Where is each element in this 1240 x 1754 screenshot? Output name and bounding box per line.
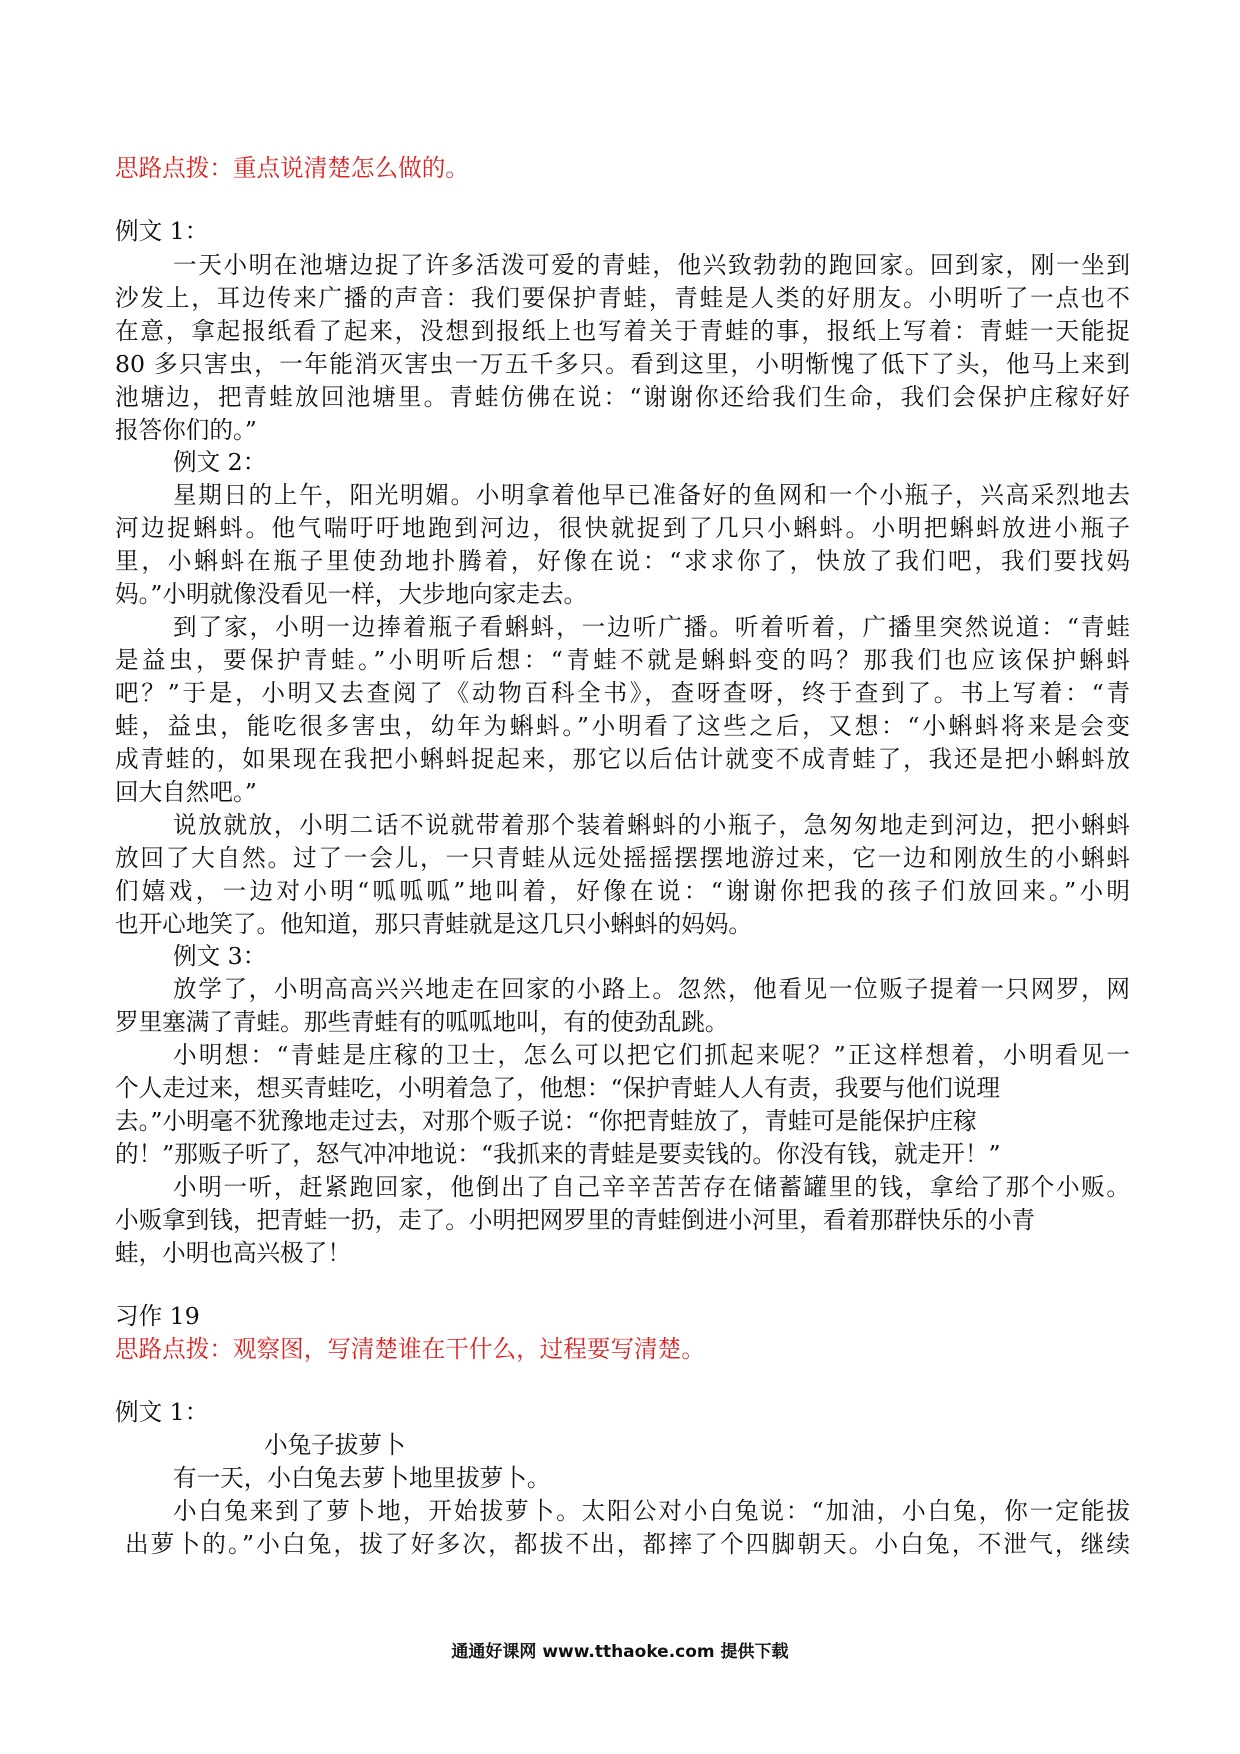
paragraph-line: 放学了，小明高高兴兴地走在回家的小路上。忽然，他看见一位贩子提着一只网罗，网 <box>173 975 1130 1003</box>
paragraph-line: 星期日的上午，阳光明媚。小明拿着他早已准备好的鱼网和一个小瓶子，兴高采烈地去 <box>173 481 1130 509</box>
paragraph-line: 成青蛙的，如果现在我把小蝌蚪捉起来，那它以后估计就变不成青蛙了，我还是把小蝌蚪放 <box>115 745 1130 773</box>
example-label: 例文 1： <box>115 1398 209 1426</box>
paragraph-line: 报答你们的。” <box>115 416 257 444</box>
paragraph-line: 回大自然吧。” <box>115 778 257 806</box>
hint-text: 思路点拨：观察图，写清楚谁在干什么，过程要写清楚。 <box>115 1335 705 1363</box>
paragraph-line: 说放就放，小明二话不说就带着那个装着蝌蚪的小瓶子，急匆匆地走到河边，把小蝌蚪 <box>173 811 1130 839</box>
hint-text: 思路点拨：重点说清楚怎么做的。 <box>115 154 469 182</box>
paragraph-line: 个人走过来，想买青蛙吃，小明着急了，他想：“保护青蛙人人有责，我要与他们说理 <box>115 1074 1001 1102</box>
example-label: 例文 1： <box>115 217 209 245</box>
paragraph-line: 们嬉戏，一边对小明“呱呱呱”地叫着，好像在说：“谢谢你把我的孩子们放回来。”小明 <box>115 877 1130 905</box>
paragraph-line: 小明一听，赶紧跑回家，他倒出了自己辛辛苦苦存在储蓄罐里的钱，拿给了那个小贩。 <box>173 1173 1130 1201</box>
paragraph-line: 小白兔来到了萝卜地，开始拔萝卜。太阳公对小白兔说：“加油，小白兔，你一定能拔 <box>173 1497 1130 1525</box>
paragraph-line: 去。”小明毫不犹豫地走过去，对那个贩子说：“你把青蛙放了，青蛙可是能保护庄稼 <box>115 1107 977 1135</box>
paragraph-line: 蛙，小明也高兴极了！ <box>115 1239 351 1267</box>
paragraph-line: 在意，拿起报纸看了起来，没想到报纸上也写着关于青蛙的事，报纸上写着：青蛙一天能捉 <box>115 317 1130 345</box>
paragraph-line: 沙发上，耳边传来广播的声音：我们要保护青蛙，青蛙是人类的好朋友。小明听了一点也不 <box>115 284 1130 312</box>
paragraph-line: 也开心地笑了。他知道，那只青蛙就是这几只小蝌蚪的妈妈。 <box>115 910 753 938</box>
paragraph-line: 小明想：“青蛙是庄稼的卫士，怎么可以把它们抓起来呢？”正这样想着，小明看见一 <box>173 1041 1130 1069</box>
paragraph-line: 里，小蝌蚪在瓶子里使劲地扑腾着，好像在说：“求求你了，快放了我们吧，我们要找妈 <box>115 547 1130 575</box>
paragraph-line: 一天小明在池塘边捉了许多活泼可爱的青蛙，他兴致勃勃的跑回家。回到家，刚一坐到 <box>173 251 1130 279</box>
example-label: 例文 2： <box>173 448 267 476</box>
paragraph-line: 是益虫，要保护青蛙。”小明听后想：“青蛙不就是蝌蚪变的吗？那我们也应该保护蝌蚪 <box>115 646 1130 674</box>
paragraph-line: 小贩拿到钱，把青蛙一扔，走了。小明把网罗里的青蛙倒进小河里，看着那群快乐的小青 <box>115 1206 1036 1234</box>
paragraph-line: 河边捉蝌蚪。他气喘吁吁地跑到河边，很快就捉到了几只小蝌蚪。小明把蝌蚪放进小瓶子 <box>115 514 1130 542</box>
example-label: 例文 3： <box>173 942 267 970</box>
paragraph-line: 出萝卜的。”小白兔，拔了好多次，都拔不出，都摔了个四脚朝天。小白兔，不泄气，继续 <box>125 1530 1130 1558</box>
paragraph-line: 到了家，小明一边捧着瓶子看蝌蚪，一边听广播。听着听着，广播里突然说道：“青蛙 <box>173 613 1130 641</box>
paragraph-line: 有一天，小白兔去萝卜地里拔萝卜。 <box>173 1464 551 1492</box>
section-heading: 习作 19 <box>115 1302 200 1330</box>
paragraph-line: 池塘边，把青蛙放回池塘里。青蛙仿佛在说：“谢谢你还给我们生命，我们会保护庄稼好好 <box>115 383 1130 411</box>
essay-title: 小兔子拔萝卜 <box>264 1431 406 1459</box>
paragraph-line: 妈。”小明就像没看见一样，大步地向家走去。 <box>115 580 588 608</box>
footer-text: 通通好课网 www.tthaoke.com 提供下载 <box>451 1642 789 1662</box>
paragraph-line: 的！”那贩子听了，怒气冲冲地说：“我抓来的青蛙是要卖钱的。你没有钱，就走开！” <box>115 1140 1001 1168</box>
paragraph-line: 80 多只害虫，一年能消灭害虫一万五千多只。看到这里，小明惭愧了低下了头，他马上来到 <box>115 350 1130 378</box>
paragraph-line: 放回了大自然。过了一会儿，一只青蛙从远处摇摇摆摆地游过来，它一边和刚放生的小蝌蚪 <box>115 844 1130 872</box>
paragraph-line: 蛙，益虫，能吃很多害虫，幼年为蝌蚪。”小明看了这些之后，又想：“小蝌蚪将来是会变 <box>115 712 1130 740</box>
paragraph-line: 罗里塞满了青蛙。那些青蛙有的呱呱地叫，有的使劲乱跳。 <box>115 1008 729 1036</box>
paragraph-line: 吧？”于是，小明又去查阅了《动物百科全书》，查呀查呀，终于查到了。书上写着：“青 <box>115 679 1130 707</box>
